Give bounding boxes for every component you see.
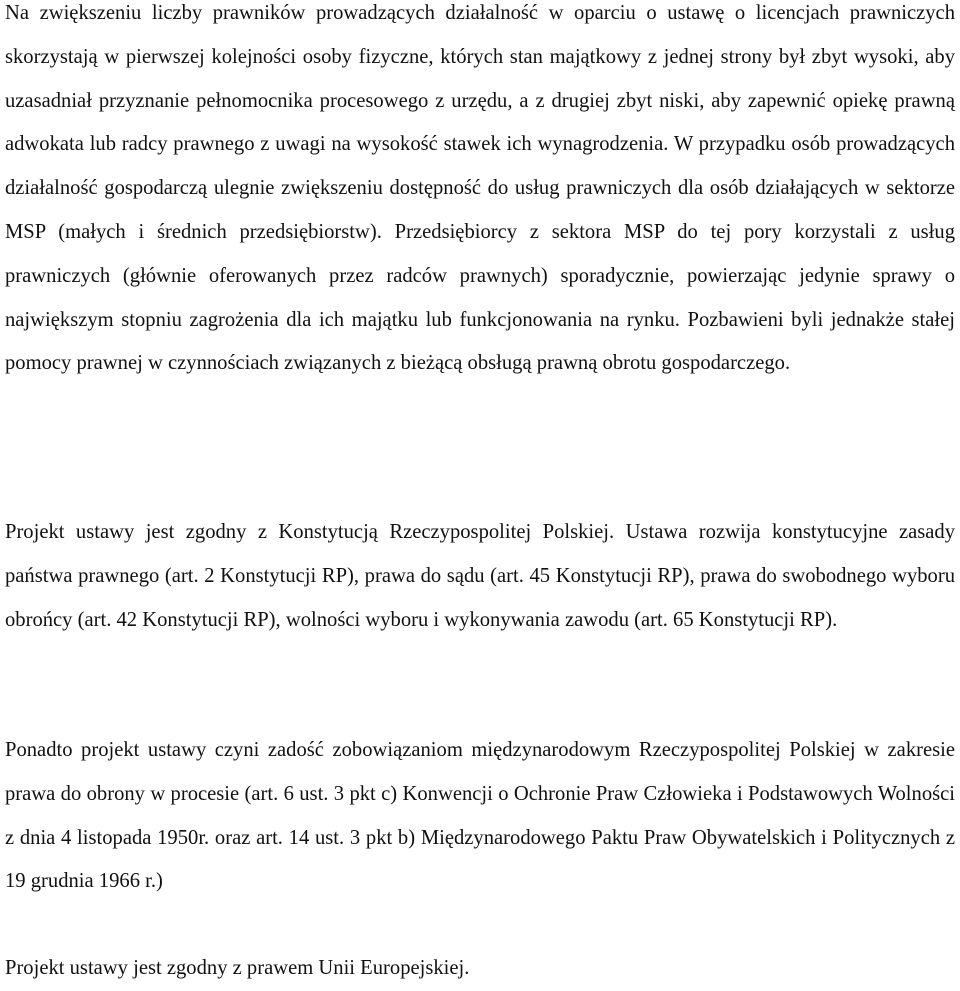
paragraph-international-obligations: Ponadto projekt ustawy czyni zadość zobowiązaniom międzynarodowym Rzeczypospolitej Polskiej w zakresie prawa do obrony w procesie (art. 6 ust. 3 pkt c) Konwencji o Ochronie Praw Człowieka i Podstawowych Wolności z dnia 4 listopada 1950r. oraz art. 14 ust. 3 pkt b) Międzynarodowego Paktu Praw Obywatelskich i Politycznych z 19 grudnia 1966 r.)	[5, 739, 955, 893]
paragraph-constitutional-compliance: Projekt ustawy jest zgodny z Konstytucją Rzeczypospolitej Polskiej. Ustawa rozwija konstytucyjne zasady państwa prawnego (art. 2 Konstytucji RP), prawa do sądu (art. 45 Konstytucji RP), prawa do swobodnego wyboru obrońcy (art. 42 Konstytucji RP), wolności wyboru i wykonywania zawodu (art. 65 Konstytucji RP).	[5, 521, 955, 631]
paragraph-legal-services-impact: Na zwiększeniu liczby prawników prowadzących działalność w oparciu o ustawę o licencjach prawniczych skorzystają w pierwszej kolejności osoby fizyczne, których stan majątkowy z jednej strony był zbyt wysoki, aby uzasadniał przyznanie pełnomocnika procesowego z urzędu, a z drugiej zbyt niski, aby zapewnić opiekę prawną adwokata lub radcy prawnego z uwagi na wysokość stawek ich wynagrodzenia. W przypadku osób prowadzących działalność gospodarczą ulegnie zwiększeniu dostępność do usług prawniczych dla osób działających w sektorze MSP (małych i średnich przedsiębiorstw). Przedsiębiorcy z sektora MSP do tej pory korzystali z usług prawniczych (głównie oferowanych przez radców prawnych) sporadycznie, powierzając jedynie sprawy o największym stopniu zagrożenia dla ich majątku lub funkcjonowania na rynku. Pozbawieni byli jednakże stałej pomocy prawnej w czynnościach związanych z bieżącą obsługą prawną obrotu gospodarczego.	[5, 2, 955, 375]
paragraph-eu-law-compliance: Projekt ustawy jest zgodny z prawem Unii Europejskiej.	[5, 957, 470, 979]
document-page	[5, 0, 955, 980]
